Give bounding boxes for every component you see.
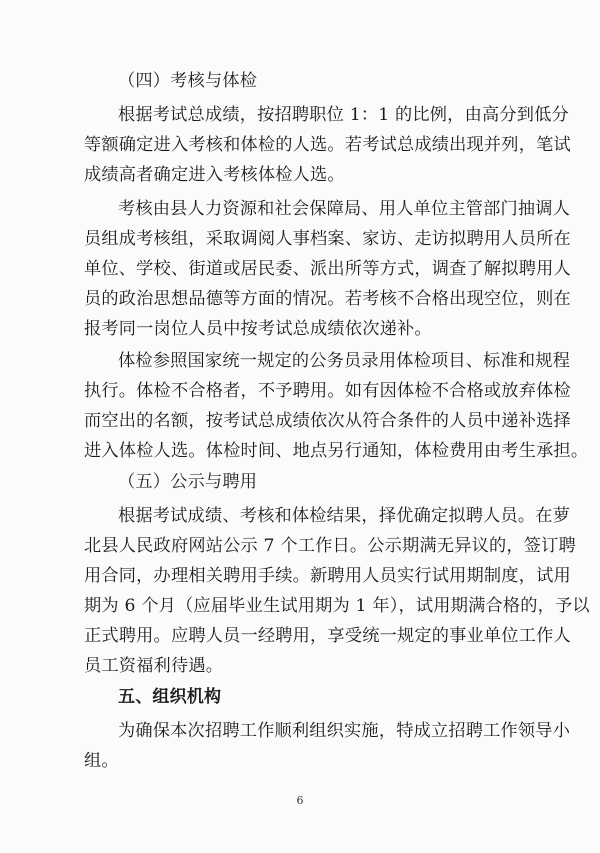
paragraph-line: 根据考试成绩、考核和体检结果，择优确定拟聘人员。在萝	[118, 506, 571, 526]
section-heading-publicity: （五）公示与聘用	[118, 472, 258, 492]
paragraph-line: 员的政治思想品德等方面的情况。若考核不合格出现空位，则在	[84, 289, 571, 309]
paragraph-line: 报考同一岗位人员中按考试总成绩依次递补。	[84, 319, 432, 339]
paragraph-line: 考核由县人力资源和社会保障局、用人单位主管部门抽调人	[118, 199, 571, 219]
paragraph-line: 北县人民政府网站公示 7 个工作日。公示期满无异议的，签订聘	[84, 536, 576, 556]
paragraph-line: 等额确定进入考核和体检的人选。若考试总成绩出现并列，笔试	[84, 135, 571, 155]
paragraph-line: 期为 6 个月（应届毕业生试用期为 1 年），试用期满合格的，予以	[84, 596, 590, 616]
paragraph-line: 体检参照国家统一规定的公务员录用体检项目、标准和规程	[118, 351, 571, 371]
paragraph-line: 单位、学校、街道或居民委、派出所等方式，调查了解拟聘用人	[84, 259, 571, 279]
paragraph-line: 成绩高者确定进入考核体检人选。	[84, 165, 345, 185]
chapter-heading-organization: 五、组织机构	[118, 687, 222, 707]
paragraph-line: 执行。体检不合格者，不予聘用。如有因体检不合格或放弃体检	[84, 381, 571, 401]
paragraph-line: 根据考试总成绩，按招聘职位 1：1 的比例，由高分到低分	[118, 105, 569, 125]
paragraph-line: 用合同，办理相关聘用手续。新聘用人员实行试用期制度，试用	[84, 566, 571, 586]
paragraph-line: 员工资福利待遇。	[84, 656, 224, 676]
paragraph-line: 正式聘用。应聘人员一经聘用，享受统一规定的事业单位工作人	[84, 626, 571, 646]
paragraph-line: 进入体检人选。体检时间、地点另行通知，体检费用由考生承担。	[84, 441, 589, 461]
paragraph-line: 而空出的名额，按考试总成绩依次从符合条件的人员中递补选择	[84, 411, 571, 431]
paragraph-line: 为确保本次招聘工作顺利组织实施，特成立招聘工作领导小	[118, 721, 571, 741]
paragraph-line: 组。	[84, 751, 119, 771]
page-number: 6	[296, 794, 304, 807]
section-heading-assessment: （四）考核与体检	[118, 71, 258, 91]
paragraph-line: 员组成考核组，采取调阅人事档案、家访、走访拟聘用人员所在	[84, 229, 571, 249]
